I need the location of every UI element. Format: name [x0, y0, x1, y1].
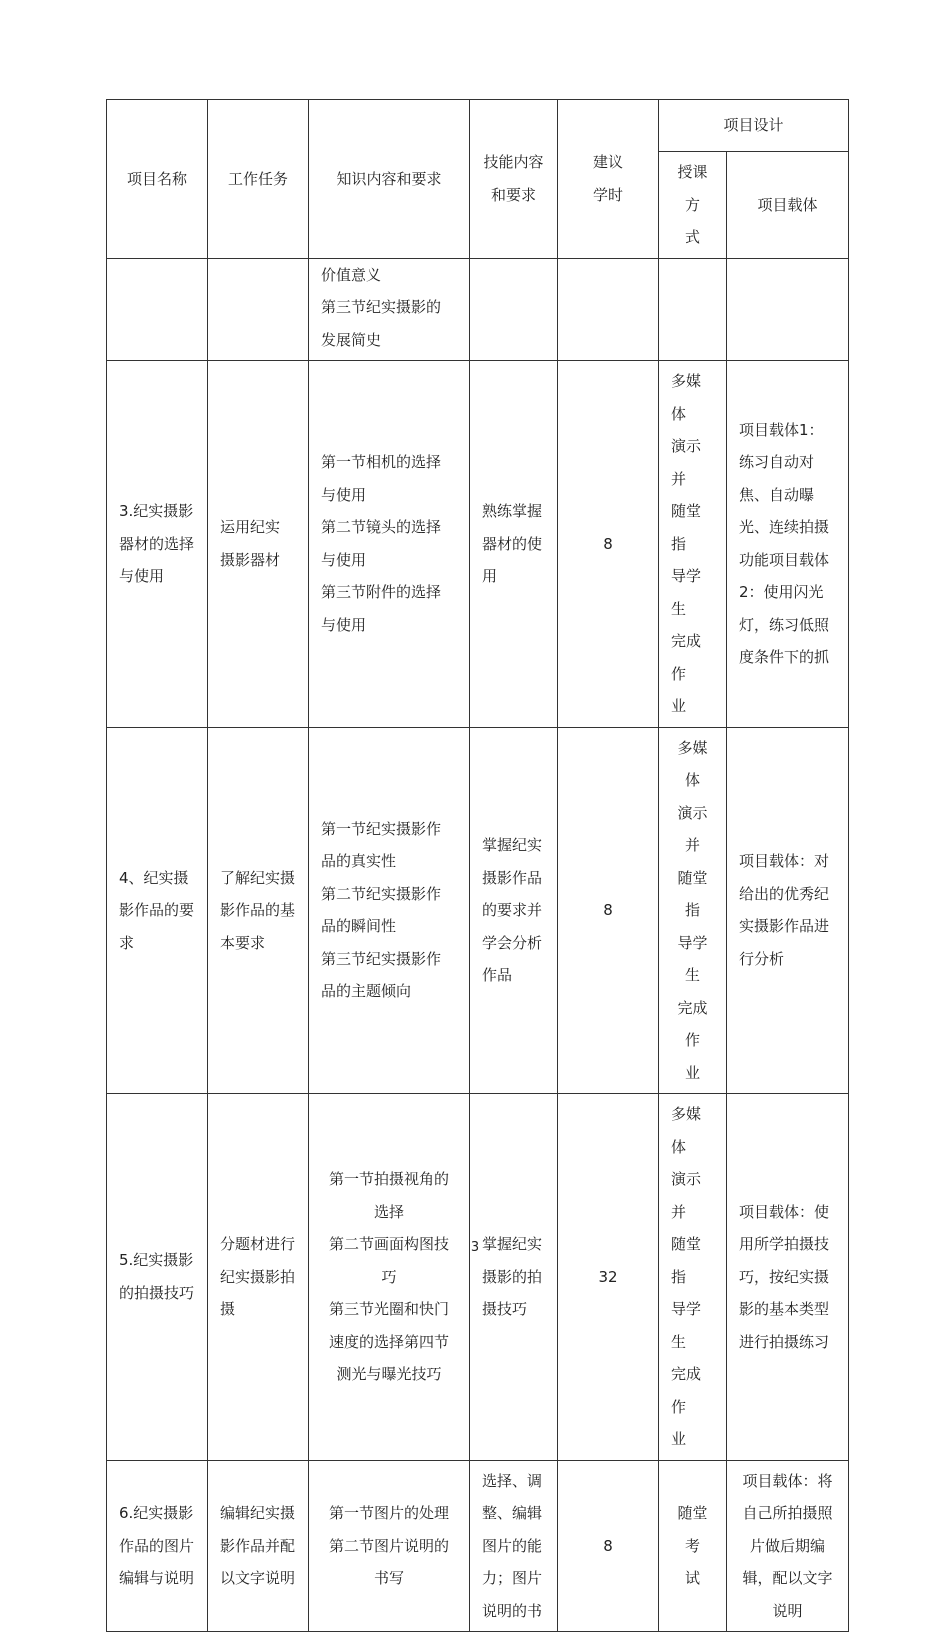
header-row-1 — [107, 100, 849, 152]
cell-carrier — [727, 258, 849, 361]
table-row — [107, 361, 849, 728]
cell-project-name — [107, 258, 208, 361]
cell-skill — [470, 258, 558, 361]
cell-method: 多媒体 演示并 随堂指 导学生 完成作 业 — [659, 727, 727, 1094]
cell-skill: 选择、调 整、编辑 图片的能 力；图片 说明的书 — [470, 1460, 558, 1632]
table-row — [107, 258, 849, 361]
cell-hours: 8 — [558, 727, 659, 1094]
cell-work-task: 分题材进行 纪实摄影拍 摄 — [208, 1094, 309, 1461]
cell-skill: 熟练掌握 器材的使 用 — [470, 361, 558, 728]
header-teaching-method: 授课方 式 — [659, 152, 727, 259]
cell-method: 多媒体 演示并 随堂指 导学生 完成作 业 — [659, 1094, 727, 1461]
cell-method: 随堂考 试 — [659, 1460, 727, 1632]
curriculum-table — [106, 99, 849, 1632]
cell-carrier: 项目载体：对 给出的优秀纪 实摄影作品进 行分析 — [727, 727, 849, 1094]
cell-knowledge: 第一节相机的选择 与使用 第二节镜头的选择 与使用 第三节附件的选择 与使用 — [309, 361, 470, 728]
table-row — [107, 1460, 849, 1632]
cell-project-name: 4、纪实摄 影作品的要 求 — [107, 727, 208, 1094]
table-row — [107, 727, 849, 1094]
cell-knowledge: 第一节纪实摄影作 品的真实性 第二节纪实摄影作 品的瞬间性 第三节纪实摄影作 品的主题倾向 — [309, 727, 470, 1094]
page-number: 3 — [470, 1240, 480, 1255]
cell-knowledge: 第一节拍摄视角的 选择 第二节画面构图技 巧 第三节光圈和快门 速度的选择第四节 测光与曝光技巧 — [309, 1094, 470, 1461]
cell-knowledge: 价值意义 第三节纪实摄影的 发展简史 — [309, 258, 470, 361]
header-hours: 建议 学时 — [558, 100, 659, 259]
cell-method — [659, 258, 727, 361]
cell-knowledge: 第一节图片的处理 第二节图片说明的 书写 — [309, 1460, 470, 1632]
cell-work-task — [208, 258, 309, 361]
cell-carrier: 项目载体1： 练习自动对 焦、自动曝 光、连续拍摄 功能项目载体 2：使用闪光 灯，练习低照 度条件下的抓 — [727, 361, 849, 728]
cell-work-task: 运用纪实 摄影器材 — [208, 361, 309, 728]
cell-hours: 8 — [558, 1460, 659, 1632]
cell-carrier: 项目载体：使 用所学拍摄技 巧，按纪实摄 影的基本类型 进行拍摄练习 — [727, 1094, 849, 1461]
cell-skill: 掌握纪实 摄影作品 的要求并 学会分析 作品 — [470, 727, 558, 1094]
header-skill: 技能内容 和要求 — [470, 100, 558, 259]
header-project-carrier: 项目载体 — [727, 152, 849, 259]
cell-skill: 掌握纪实 摄影的拍 摄技巧 — [470, 1094, 558, 1461]
header-project-name: 项目名称 — [107, 100, 208, 259]
cell-project-name: 6.纪实摄影 作品的图片 编辑与说明 — [107, 1460, 208, 1632]
cell-carrier: 项目载体：将 自己所拍摄照 片做后期编 辑，配以文字 说明 — [727, 1460, 849, 1632]
cell-work-task: 编辑纪实摄 影作品并配 以文字说明 — [208, 1460, 309, 1632]
table-row — [107, 1094, 849, 1461]
header-project-design: 项目设计 — [659, 100, 849, 152]
header-work-task: 工作任务 — [208, 100, 309, 259]
cell-hours: 32 — [558, 1094, 659, 1461]
cell-hours: 8 — [558, 361, 659, 728]
cell-project-name: 3.纪实摄影 器材的选择 与使用 — [107, 361, 208, 728]
cell-work-task: 了解纪实摄 影作品的基 本要求 — [208, 727, 309, 1094]
cell-project-name: 5.纪实摄影 的拍摄技巧 — [107, 1094, 208, 1461]
cell-method: 多媒体 演示并 随堂指 导学生 完成作 业 — [659, 361, 727, 728]
header-knowledge: 知识内容和要求 — [309, 100, 470, 259]
cell-hours — [558, 258, 659, 361]
